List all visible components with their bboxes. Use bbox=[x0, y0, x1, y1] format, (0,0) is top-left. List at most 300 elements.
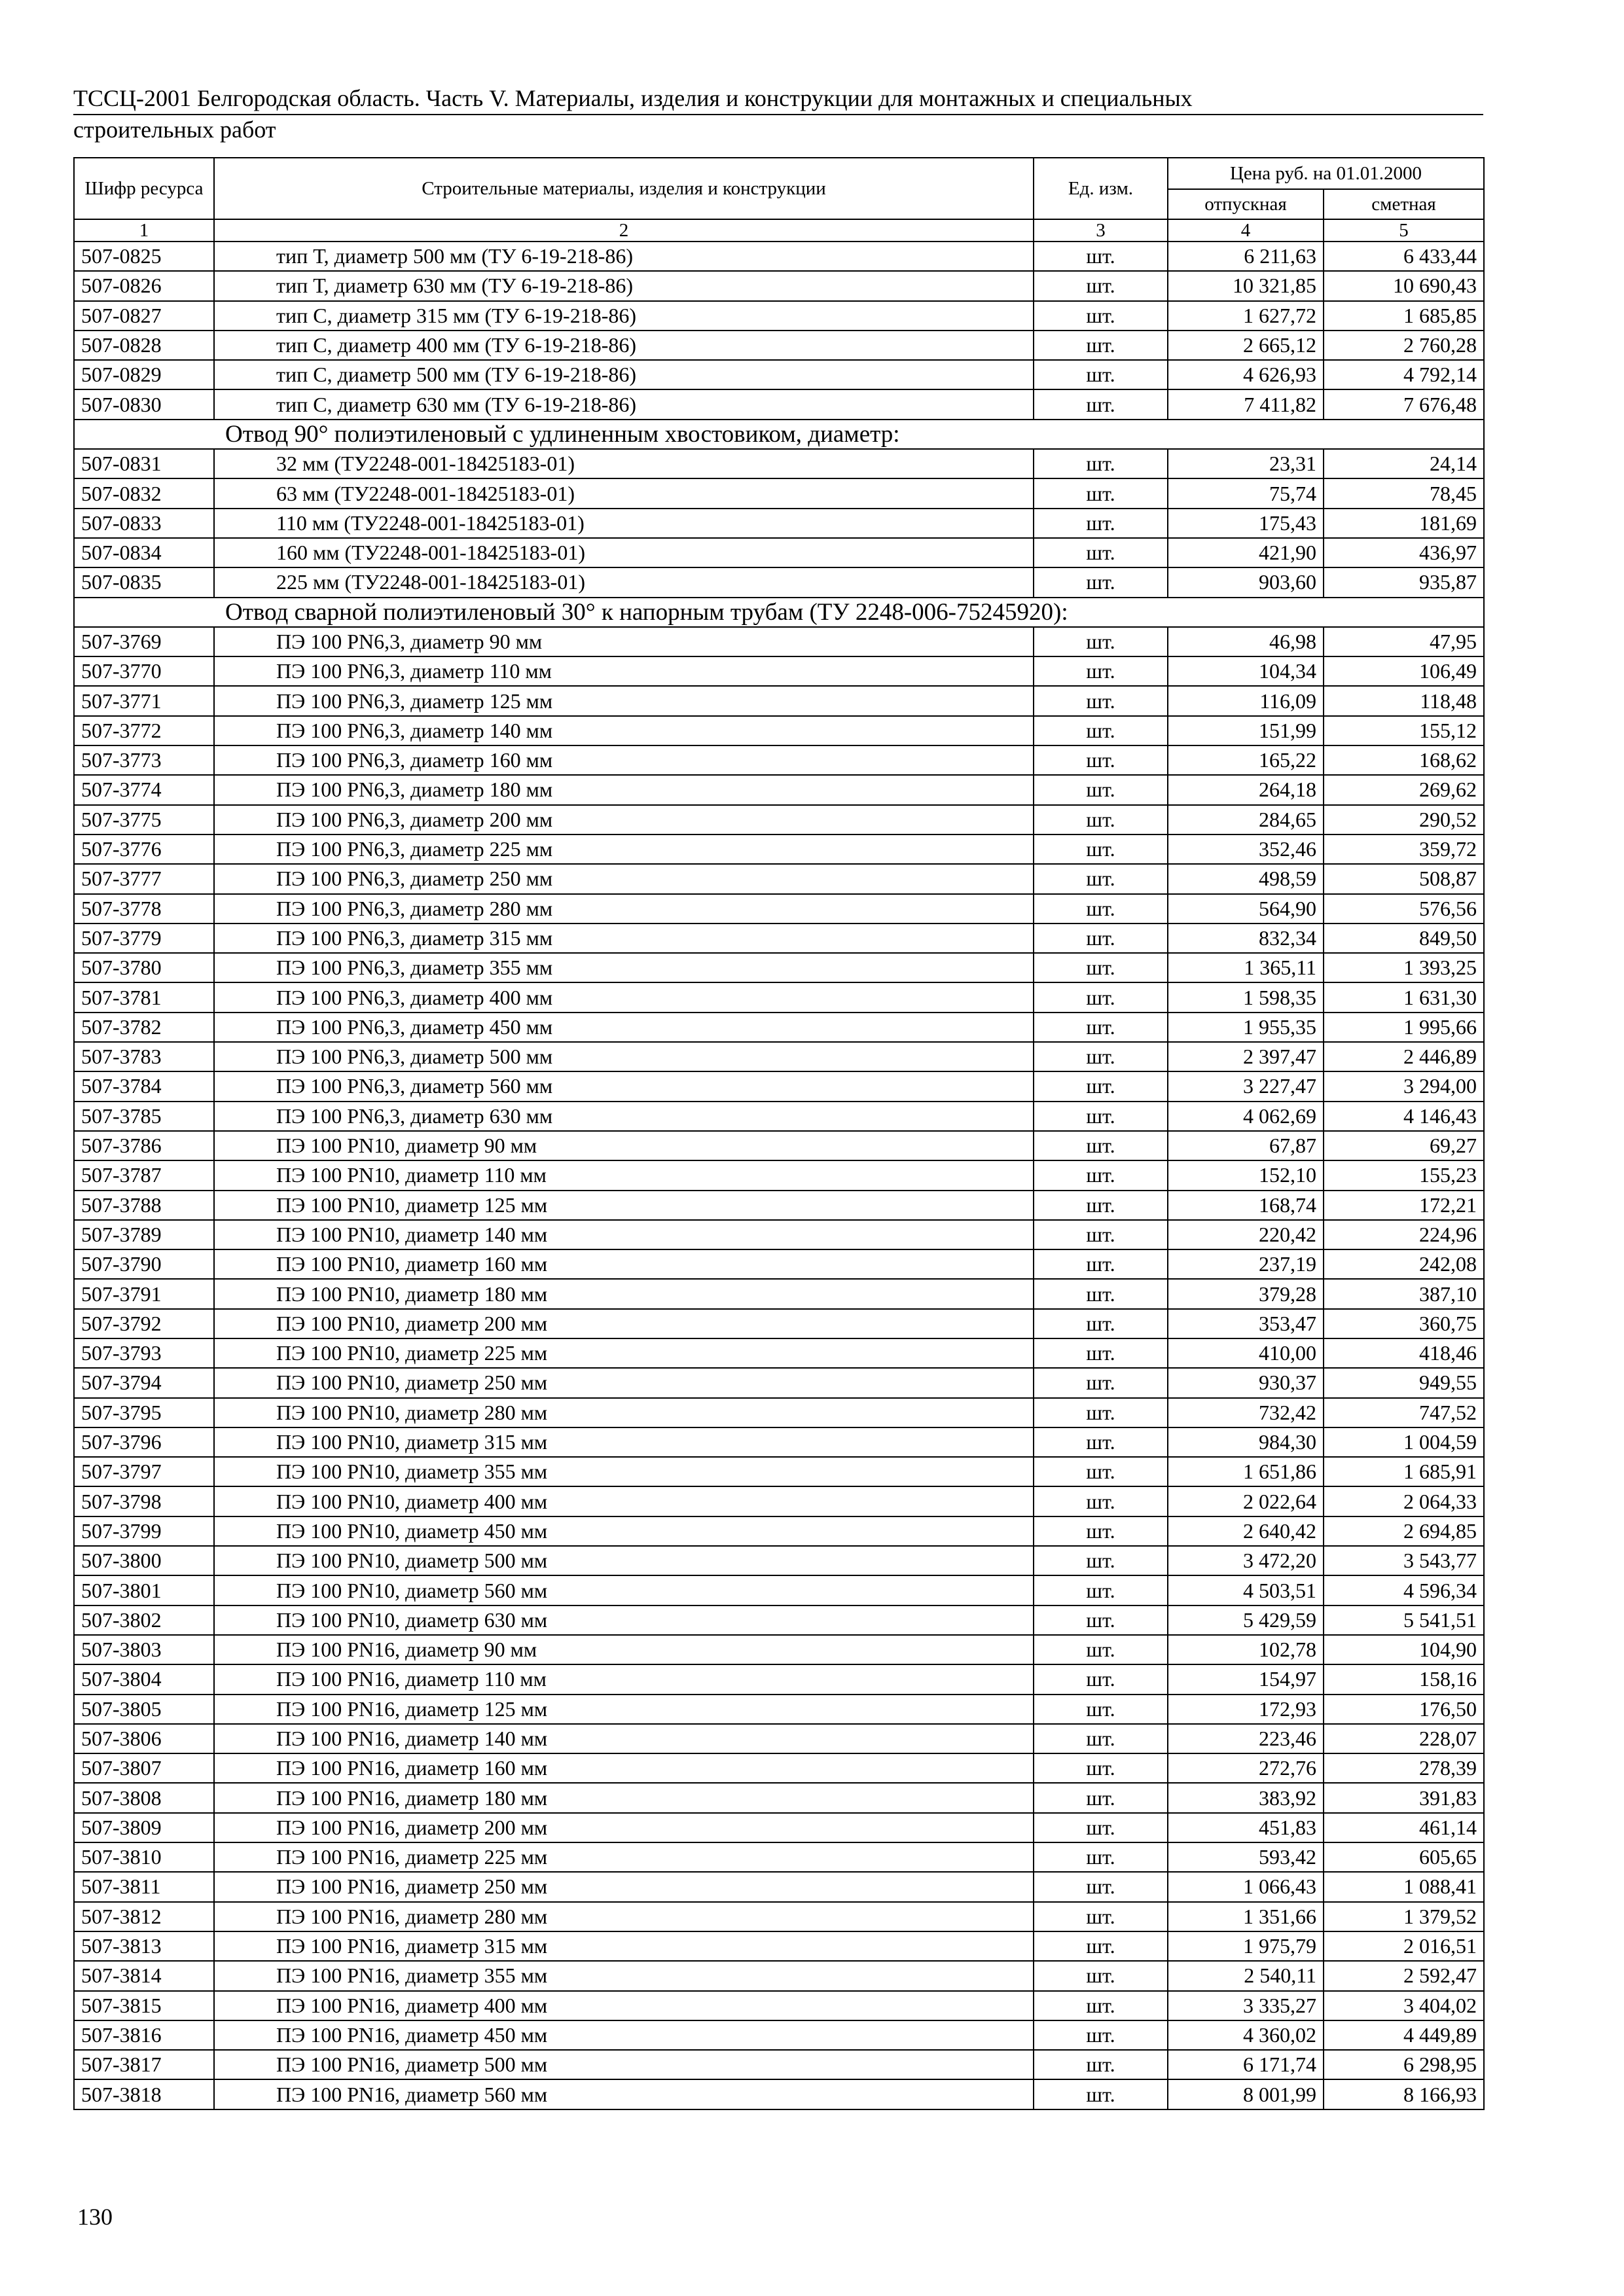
estimate-price: 104,90 bbox=[1324, 1635, 1484, 1664]
table-row bbox=[74, 242, 1484, 271]
resource-code: 507-0825 bbox=[74, 242, 214, 271]
resource-code: 507-3795 bbox=[74, 1398, 214, 1427]
resource-code: 507-3810 bbox=[74, 1842, 214, 1872]
table-row bbox=[74, 1575, 1484, 1605]
estimate-price: 935,87 bbox=[1324, 567, 1484, 597]
estimate-price: 4 792,14 bbox=[1324, 360, 1484, 389]
resource-code: 507-3802 bbox=[74, 1605, 214, 1635]
table-row bbox=[74, 1842, 1484, 1872]
resource-code: 507-3791 bbox=[74, 1279, 214, 1308]
release-price: 383,92 bbox=[1168, 1783, 1324, 1812]
unit-of-measure: шт. bbox=[1034, 1071, 1168, 1101]
item-description: ПЭ 100 PN10, диаметр 280 мм bbox=[214, 1398, 1034, 1427]
item-description: ПЭ 100 PN6,3, диаметр 500 мм bbox=[214, 1042, 1034, 1071]
unit-of-measure: шт. bbox=[1034, 271, 1168, 300]
estimate-price: 1 004,59 bbox=[1324, 1427, 1484, 1457]
table-row bbox=[74, 1783, 1484, 1812]
item-description: ПЭ 100 PN10, диаметр 125 мм bbox=[214, 1191, 1034, 1220]
table-row bbox=[74, 1486, 1484, 1516]
unit-of-measure: шт. bbox=[1034, 242, 1168, 271]
unit-of-measure: шт. bbox=[1034, 1486, 1168, 1516]
unit-of-measure: шт. bbox=[1034, 567, 1168, 597]
estimate-price: 1 685,85 bbox=[1324, 301, 1484, 331]
column-header-price: Цена руб. на 01.01.2000 bbox=[1168, 158, 1484, 189]
table-row bbox=[74, 567, 1484, 597]
resource-code: 507-3776 bbox=[74, 834, 214, 864]
item-description: ПЭ 100 PN16, диаметр 225 мм bbox=[214, 1842, 1034, 1872]
table-row bbox=[74, 1664, 1484, 1694]
unit-of-measure: шт. bbox=[1034, 1961, 1168, 1990]
resource-code: 507-3786 bbox=[74, 1131, 214, 1160]
estimate-price: 1 088,41 bbox=[1324, 1872, 1484, 1901]
resource-code: 507-3777 bbox=[74, 864, 214, 893]
table-row bbox=[74, 1872, 1484, 1901]
unit-of-measure: шт. bbox=[1034, 1724, 1168, 1753]
table-row bbox=[74, 1605, 1484, 1635]
item-description: ПЭ 100 PN6,3, диаметр 225 мм bbox=[214, 834, 1034, 864]
table-row bbox=[74, 834, 1484, 864]
table-row bbox=[74, 1071, 1484, 1101]
estimate-price: 1 393,25 bbox=[1324, 953, 1484, 982]
unit-of-measure: шт. bbox=[1034, 389, 1168, 419]
item-description: ПЭ 100 PN10, диаметр 500 мм bbox=[214, 1546, 1034, 1575]
release-price: 102,78 bbox=[1168, 1635, 1324, 1664]
group-heading-row bbox=[74, 420, 1484, 449]
document-title-line-2: строительных работ bbox=[73, 117, 276, 143]
resource-code: 507-3769 bbox=[74, 627, 214, 656]
release-price: 3 335,27 bbox=[1168, 1991, 1324, 2020]
item-description: тип С, диаметр 630 мм (ТУ 6-19-218-86) bbox=[214, 389, 1034, 419]
table-row bbox=[74, 360, 1484, 389]
estimate-price: 576,56 bbox=[1324, 894, 1484, 924]
item-description: ПЭ 100 PN6,3, диаметр 355 мм bbox=[214, 953, 1034, 982]
release-price: 903,60 bbox=[1168, 567, 1324, 597]
unit-of-measure: шт. bbox=[1034, 834, 1168, 864]
estimate-price: 1 995,66 bbox=[1324, 1013, 1484, 1042]
resource-code: 507-3816 bbox=[74, 2020, 214, 2050]
unit-of-measure: шт. bbox=[1034, 509, 1168, 538]
item-description: ПЭ 100 PN6,3, диаметр 110 мм bbox=[214, 656, 1034, 686]
estimate-price: 1 631,30 bbox=[1324, 982, 1484, 1012]
release-price: 564,90 bbox=[1168, 894, 1324, 924]
item-description: ПЭ 100 PN10, диаметр 450 мм bbox=[214, 1516, 1034, 1546]
resource-code: 507-3773 bbox=[74, 745, 214, 775]
release-price: 1 365,11 bbox=[1168, 953, 1324, 982]
release-price: 272,76 bbox=[1168, 1753, 1324, 1783]
estimate-price: 172,21 bbox=[1324, 1191, 1484, 1220]
release-price: 421,90 bbox=[1168, 538, 1324, 567]
estimate-price: 5 541,51 bbox=[1324, 1605, 1484, 1635]
unit-of-measure: шт. bbox=[1034, 1516, 1168, 1546]
resource-code: 507-3800 bbox=[74, 1546, 214, 1575]
group-heading: Отвод сварной полиэтиленовый 30° к напорным трубам (ТУ 2248-006-75245920): bbox=[74, 598, 1484, 627]
estimate-price: 387,10 bbox=[1324, 1279, 1484, 1308]
item-description: ПЭ 100 PN10, диаметр 200 мм bbox=[214, 1309, 1034, 1338]
table-row bbox=[74, 805, 1484, 834]
estimate-price: 69,27 bbox=[1324, 1131, 1484, 1160]
column-number: 3 bbox=[1034, 219, 1168, 242]
table-row bbox=[74, 1131, 1484, 1160]
resource-code: 507-3781 bbox=[74, 982, 214, 1012]
estimate-price: 418,46 bbox=[1324, 1338, 1484, 1368]
item-description: ПЭ 100 PN10, диаметр 355 мм bbox=[214, 1457, 1034, 1486]
unit-of-measure: шт. bbox=[1034, 2050, 1168, 2079]
group-heading: Отвод 90° полиэтиленовый с удлиненным хвостовиком, диаметр: bbox=[74, 420, 1484, 449]
table-row bbox=[74, 627, 1484, 656]
release-price: 165,22 bbox=[1168, 745, 1324, 775]
unit-of-measure: шт. bbox=[1034, 627, 1168, 656]
item-description: ПЭ 100 PN16, диаметр 90 мм bbox=[214, 1635, 1034, 1664]
column-header-description: Строительные материалы, изделия и конструкции bbox=[214, 158, 1034, 219]
estimate-price: 849,50 bbox=[1324, 924, 1484, 953]
item-description: ПЭ 100 PN6,3, диаметр 200 мм bbox=[214, 805, 1034, 834]
estimate-price: 24,14 bbox=[1324, 449, 1484, 478]
estimate-price: 10 690,43 bbox=[1324, 271, 1484, 300]
release-price: 6 211,63 bbox=[1168, 242, 1324, 271]
unit-of-measure: шт. bbox=[1034, 716, 1168, 745]
resource-code: 507-3780 bbox=[74, 953, 214, 982]
resource-code: 507-0835 bbox=[74, 567, 214, 597]
estimate-price: 508,87 bbox=[1324, 864, 1484, 893]
item-description: ПЭ 100 PN16, диаметр 180 мм bbox=[214, 1783, 1034, 1812]
item-description: ПЭ 100 PN16, диаметр 140 мм bbox=[214, 1724, 1034, 1753]
unit-of-measure: шт. bbox=[1034, 360, 1168, 389]
unit-of-measure: шт. bbox=[1034, 331, 1168, 360]
resource-code: 507-3774 bbox=[74, 775, 214, 804]
column-number-row bbox=[74, 219, 1484, 242]
estimate-price: 155,23 bbox=[1324, 1160, 1484, 1190]
item-description: 225 мм (ТУ2248-001-18425183-01) bbox=[214, 567, 1034, 597]
item-description: ПЭ 100 PN10, диаметр 140 мм bbox=[214, 1220, 1034, 1249]
table-row bbox=[74, 716, 1484, 745]
column-header-release-price: отпускная bbox=[1168, 189, 1324, 219]
resource-code: 507-3803 bbox=[74, 1635, 214, 1664]
estimate-price: 6 433,44 bbox=[1324, 242, 1484, 271]
document-title-line-1: ТССЦ-2001 Белгородская область. Часть V. Материалы, изделия и конструкции для монтажных и специальных bbox=[73, 84, 1483, 115]
table-row bbox=[74, 1991, 1484, 2020]
resource-code: 507-0826 bbox=[74, 271, 214, 300]
release-price: 23,31 bbox=[1168, 449, 1324, 478]
unit-of-measure: шт. bbox=[1034, 1575, 1168, 1605]
estimate-price: 155,12 bbox=[1324, 716, 1484, 745]
resource-code: 507-3771 bbox=[74, 686, 214, 715]
release-price: 6 171,74 bbox=[1168, 2050, 1324, 2079]
release-price: 498,59 bbox=[1168, 864, 1324, 893]
item-description: ПЭ 100 PN6,3, диаметр 280 мм bbox=[214, 894, 1034, 924]
table-row bbox=[74, 864, 1484, 893]
table-row bbox=[74, 1279, 1484, 1308]
resource-code: 507-3818 bbox=[74, 2079, 214, 2109]
resource-code: 507-3783 bbox=[74, 1042, 214, 1071]
resource-code: 507-0829 bbox=[74, 360, 214, 389]
item-description: ПЭ 100 PN6,3, диаметр 250 мм bbox=[214, 864, 1034, 893]
resource-code: 507-3772 bbox=[74, 716, 214, 745]
table-row bbox=[74, 1160, 1484, 1190]
table-row bbox=[74, 953, 1484, 982]
resource-code: 507-0833 bbox=[74, 509, 214, 538]
resource-code: 507-3788 bbox=[74, 1191, 214, 1220]
table-row bbox=[74, 2050, 1484, 2079]
item-description: ПЭ 100 PN16, диаметр 280 мм bbox=[214, 1902, 1034, 1931]
estimate-price: 228,07 bbox=[1324, 1724, 1484, 1753]
estimate-price: 3 543,77 bbox=[1324, 1546, 1484, 1575]
unit-of-measure: шт. bbox=[1034, 1160, 1168, 1190]
table-row bbox=[74, 775, 1484, 804]
item-description: ПЭ 100 PN6,3, диаметр 160 мм bbox=[214, 745, 1034, 775]
table-row bbox=[74, 1338, 1484, 1368]
item-description: ПЭ 100 PN6,3, диаметр 140 мм bbox=[214, 716, 1034, 745]
unit-of-measure: шт. bbox=[1034, 1783, 1168, 1812]
table-row bbox=[74, 2079, 1484, 2109]
item-description: ПЭ 100 PN6,3, диаметр 180 мм bbox=[214, 775, 1034, 804]
unit-of-measure: шт. bbox=[1034, 2020, 1168, 2050]
item-description: ПЭ 100 PN16, диаметр 450 мм bbox=[214, 2020, 1034, 2050]
release-price: 1 627,72 bbox=[1168, 301, 1324, 331]
release-price: 154,97 bbox=[1168, 1664, 1324, 1694]
item-description: 160 мм (ТУ2248-001-18425183-01) bbox=[214, 538, 1034, 567]
item-description: ПЭ 100 PN6,3, диаметр 450 мм bbox=[214, 1013, 1034, 1042]
item-description: ПЭ 100 PN6,3, диаметр 400 мм bbox=[214, 982, 1034, 1012]
estimate-price: 391,83 bbox=[1324, 1783, 1484, 1812]
resource-code: 507-3793 bbox=[74, 1338, 214, 1368]
estimate-price: 176,50 bbox=[1324, 1695, 1484, 1724]
column-header-unit: Ед. изм. bbox=[1034, 158, 1168, 219]
item-description: ПЭ 100 PN16, диаметр 250 мм bbox=[214, 1872, 1034, 1901]
item-description: тип С, диаметр 500 мм (ТУ 6-19-218-86) bbox=[214, 360, 1034, 389]
estimate-price: 747,52 bbox=[1324, 1398, 1484, 1427]
item-description: ПЭ 100 PN10, диаметр 90 мм bbox=[214, 1131, 1034, 1160]
estimate-price: 181,69 bbox=[1324, 509, 1484, 538]
release-price: 1 598,35 bbox=[1168, 982, 1324, 1012]
release-price: 223,46 bbox=[1168, 1724, 1324, 1753]
resource-code: 507-3811 bbox=[74, 1872, 214, 1901]
unit-of-measure: шт. bbox=[1034, 1249, 1168, 1279]
estimate-price: 2 064,33 bbox=[1324, 1486, 1484, 1516]
release-price: 2 022,64 bbox=[1168, 1486, 1324, 1516]
release-price: 1 351,66 bbox=[1168, 1902, 1324, 1931]
table-row bbox=[74, 894, 1484, 924]
release-price: 2 640,42 bbox=[1168, 1516, 1324, 1546]
column-number: 4 bbox=[1168, 219, 1324, 242]
item-description: ПЭ 100 PN10, диаметр 630 мм bbox=[214, 1605, 1034, 1635]
unit-of-measure: шт. bbox=[1034, 449, 1168, 478]
group-heading-row bbox=[74, 598, 1484, 627]
unit-of-measure: шт. bbox=[1034, 1042, 1168, 1071]
item-description: ПЭ 100 PN10, диаметр 315 мм bbox=[214, 1427, 1034, 1457]
estimate-price: 1 379,52 bbox=[1324, 1902, 1484, 1931]
item-description: ПЭ 100 PN10, диаметр 560 мм bbox=[214, 1575, 1034, 1605]
release-price: 451,83 bbox=[1168, 1813, 1324, 1842]
price-table bbox=[73, 157, 1485, 2110]
release-price: 5 429,59 bbox=[1168, 1605, 1324, 1635]
table-row bbox=[74, 1309, 1484, 1338]
resource-code: 507-3805 bbox=[74, 1695, 214, 1724]
resource-code: 507-0831 bbox=[74, 449, 214, 478]
resource-code: 507-3794 bbox=[74, 1368, 214, 1397]
release-price: 284,65 bbox=[1168, 805, 1324, 834]
unit-of-measure: шт. bbox=[1034, 745, 1168, 775]
table-body bbox=[74, 242, 1484, 2109]
release-price: 7 411,82 bbox=[1168, 389, 1324, 419]
column-number: 2 bbox=[214, 219, 1034, 242]
table-row bbox=[74, 745, 1484, 775]
release-price: 116,09 bbox=[1168, 686, 1324, 715]
table-row bbox=[74, 1427, 1484, 1457]
item-description: тип С, диаметр 400 мм (ТУ 6-19-218-86) bbox=[214, 331, 1034, 360]
table-row bbox=[74, 271, 1484, 300]
unit-of-measure: шт. bbox=[1034, 1013, 1168, 1042]
column-header-code: Шифр ресурса bbox=[74, 158, 214, 219]
release-price: 930,37 bbox=[1168, 1368, 1324, 1397]
unit-of-measure: шт. bbox=[1034, 1102, 1168, 1131]
estimate-price: 7 676,48 bbox=[1324, 389, 1484, 419]
unit-of-measure: шт. bbox=[1034, 864, 1168, 893]
resource-code: 507-3775 bbox=[74, 805, 214, 834]
estimate-price: 360,75 bbox=[1324, 1309, 1484, 1338]
estimate-price: 4 146,43 bbox=[1324, 1102, 1484, 1131]
resource-code: 507-3806 bbox=[74, 1724, 214, 1753]
table-row bbox=[74, 982, 1484, 1012]
release-price: 4 503,51 bbox=[1168, 1575, 1324, 1605]
table-row bbox=[74, 478, 1484, 508]
item-description: 63 мм (ТУ2248-001-18425183-01) bbox=[214, 478, 1034, 508]
estimate-price: 6 298,95 bbox=[1324, 2050, 1484, 2079]
table-row bbox=[74, 1753, 1484, 1783]
table-row bbox=[74, 686, 1484, 715]
unit-of-measure: шт. bbox=[1034, 538, 1168, 567]
estimate-price: 158,16 bbox=[1324, 1664, 1484, 1694]
unit-of-measure: шт. bbox=[1034, 1338, 1168, 1368]
item-description: 32 мм (ТУ2248-001-18425183-01) bbox=[214, 449, 1034, 478]
unit-of-measure: шт. bbox=[1034, 1279, 1168, 1308]
resource-code: 507-3808 bbox=[74, 1783, 214, 1812]
page-header bbox=[73, 84, 1483, 144]
release-price: 3 227,47 bbox=[1168, 1071, 1324, 1101]
estimate-price: 8 166,93 bbox=[1324, 2079, 1484, 2109]
estimate-price: 2 016,51 bbox=[1324, 1931, 1484, 1961]
estimate-price: 605,65 bbox=[1324, 1842, 1484, 1872]
resource-code: 507-3814 bbox=[74, 1961, 214, 1990]
table-row bbox=[74, 1813, 1484, 1842]
release-price: 832,34 bbox=[1168, 924, 1324, 953]
table-row bbox=[74, 1191, 1484, 1220]
resource-code: 507-3812 bbox=[74, 1902, 214, 1931]
unit-of-measure: шт. bbox=[1034, 924, 1168, 953]
unit-of-measure: шт. bbox=[1034, 2079, 1168, 2109]
table-row bbox=[74, 1013, 1484, 1042]
unit-of-measure: шт. bbox=[1034, 478, 1168, 508]
item-description: ПЭ 100 PN16, диаметр 125 мм bbox=[214, 1695, 1034, 1724]
release-price: 172,93 bbox=[1168, 1695, 1324, 1724]
release-price: 104,34 bbox=[1168, 656, 1324, 686]
resource-code: 507-3770 bbox=[74, 656, 214, 686]
unit-of-measure: шт. bbox=[1034, 656, 1168, 686]
release-price: 4 360,02 bbox=[1168, 2020, 1324, 2050]
release-price: 1 975,79 bbox=[1168, 1931, 1324, 1961]
resource-code: 507-3801 bbox=[74, 1575, 214, 1605]
unit-of-measure: шт. bbox=[1034, 1220, 1168, 1249]
estimate-price: 2 760,28 bbox=[1324, 331, 1484, 360]
table-row bbox=[74, 1635, 1484, 1664]
unit-of-measure: шт. bbox=[1034, 953, 1168, 982]
estimate-price: 224,96 bbox=[1324, 1220, 1484, 1249]
unit-of-measure: шт. bbox=[1034, 1872, 1168, 1901]
release-price: 175,43 bbox=[1168, 509, 1324, 538]
item-description: ПЭ 100 PN16, диаметр 560 мм bbox=[214, 2079, 1034, 2109]
estimate-price: 47,95 bbox=[1324, 627, 1484, 656]
item-description: ПЭ 100 PN10, диаметр 225 мм bbox=[214, 1338, 1034, 1368]
resource-code: 507-3797 bbox=[74, 1457, 214, 1486]
unit-of-measure: шт. bbox=[1034, 1457, 1168, 1486]
table-row bbox=[74, 1516, 1484, 1546]
table-row bbox=[74, 1546, 1484, 1575]
resource-code: 507-0827 bbox=[74, 301, 214, 331]
unit-of-measure: шт. bbox=[1034, 1991, 1168, 2020]
table-row bbox=[74, 1695, 1484, 1724]
unit-of-measure: шт. bbox=[1034, 982, 1168, 1012]
release-price: 1 651,86 bbox=[1168, 1457, 1324, 1486]
release-price: 379,28 bbox=[1168, 1279, 1324, 1308]
resource-code: 507-3815 bbox=[74, 1991, 214, 2020]
resource-code: 507-3796 bbox=[74, 1427, 214, 1457]
resource-code: 507-3809 bbox=[74, 1813, 214, 1842]
unit-of-measure: шт. bbox=[1034, 1191, 1168, 1220]
table-row bbox=[74, 1457, 1484, 1486]
table-row bbox=[74, 2020, 1484, 2050]
item-description: ПЭ 100 PN10, диаметр 180 мм bbox=[214, 1279, 1034, 1308]
unit-of-measure: шт. bbox=[1034, 1131, 1168, 1160]
resource-code: 507-3787 bbox=[74, 1160, 214, 1190]
release-price: 732,42 bbox=[1168, 1398, 1324, 1427]
item-description: 110 мм (ТУ2248-001-18425183-01) bbox=[214, 509, 1034, 538]
table-row bbox=[74, 1102, 1484, 1131]
unit-of-measure: шт. bbox=[1034, 1635, 1168, 1664]
release-price: 984,30 bbox=[1168, 1427, 1324, 1457]
resource-code: 507-3799 bbox=[74, 1516, 214, 1546]
unit-of-measure: шт. bbox=[1034, 301, 1168, 331]
item-description: ПЭ 100 PN6,3, диаметр 315 мм bbox=[214, 924, 1034, 953]
release-price: 237,19 bbox=[1168, 1249, 1324, 1279]
item-description: ПЭ 100 PN10, диаметр 250 мм bbox=[214, 1368, 1034, 1397]
item-description: ПЭ 100 PN16, диаметр 500 мм bbox=[214, 2050, 1034, 2079]
estimate-price: 436,97 bbox=[1324, 538, 1484, 567]
item-description: ПЭ 100 PN6,3, диаметр 560 мм bbox=[214, 1071, 1034, 1101]
unit-of-measure: шт. bbox=[1034, 1427, 1168, 1457]
release-price: 593,42 bbox=[1168, 1842, 1324, 1872]
release-price: 168,74 bbox=[1168, 1191, 1324, 1220]
resource-code: 507-3813 bbox=[74, 1931, 214, 1961]
resource-code: 507-3798 bbox=[74, 1486, 214, 1516]
unit-of-measure: шт. bbox=[1034, 1902, 1168, 1931]
resource-code: 507-0834 bbox=[74, 538, 214, 567]
item-description: ПЭ 100 PN6,3, диаметр 125 мм bbox=[214, 686, 1034, 715]
table-row bbox=[74, 1220, 1484, 1249]
estimate-price: 106,49 bbox=[1324, 656, 1484, 686]
item-description: тип С, диаметр 315 мм (ТУ 6-19-218-86) bbox=[214, 301, 1034, 331]
page-number: 130 bbox=[77, 2204, 113, 2230]
resource-code: 507-3782 bbox=[74, 1013, 214, 1042]
item-description: тип Т, диаметр 630 мм (ТУ 6-19-218-86) bbox=[214, 271, 1034, 300]
item-description: ПЭ 100 PN10, диаметр 160 мм bbox=[214, 1249, 1034, 1279]
resource-code: 507-3785 bbox=[74, 1102, 214, 1131]
estimate-price: 2 446,89 bbox=[1324, 1042, 1484, 1071]
unit-of-measure: шт. bbox=[1034, 894, 1168, 924]
table-row bbox=[74, 331, 1484, 360]
estimate-price: 269,62 bbox=[1324, 775, 1484, 804]
release-price: 75,74 bbox=[1168, 478, 1324, 508]
estimate-price: 4 596,34 bbox=[1324, 1575, 1484, 1605]
release-price: 4 626,93 bbox=[1168, 360, 1324, 389]
